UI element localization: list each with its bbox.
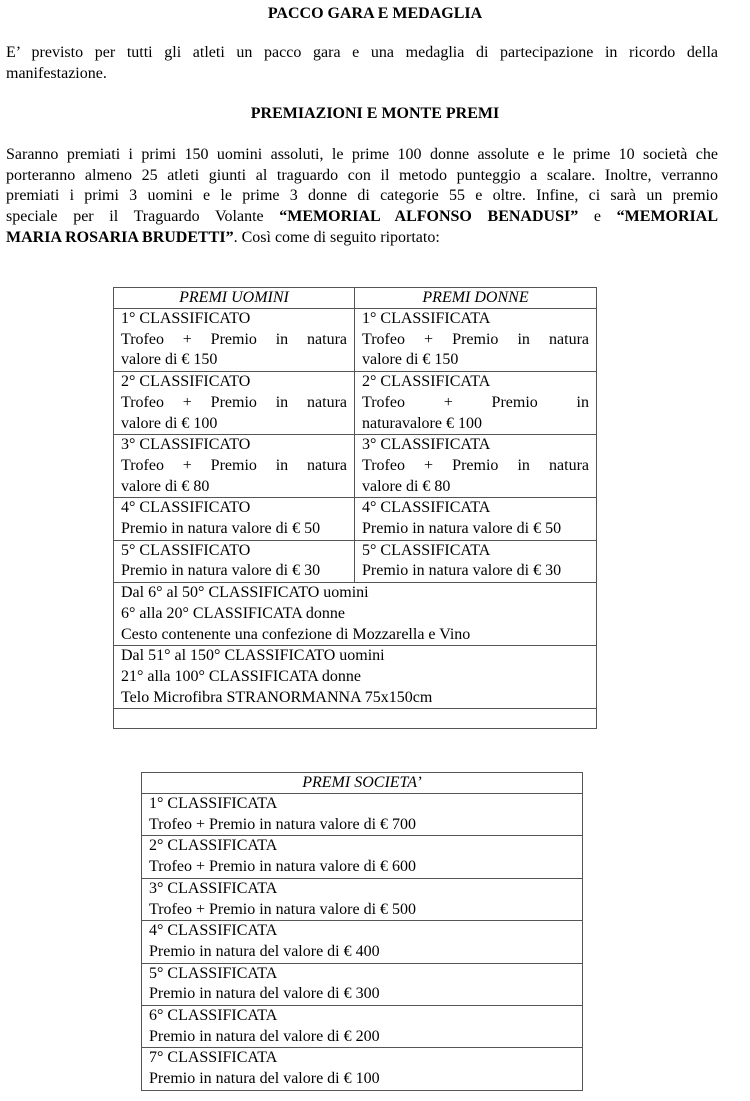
text-segment: speciale per il Traguardo Volante	[6, 208, 280, 226]
cell-line: 4° CLASSIFICATA	[362, 499, 491, 517]
women-prize-cell	[355, 372, 597, 435]
team-prizes-table	[141, 772, 583, 1091]
team-prize-cell	[142, 878, 583, 920]
cell-line: 1° CLASSIFICATA	[362, 310, 491, 327]
team-prize-cell	[142, 921, 583, 963]
team-prize-cell	[142, 1006, 583, 1048]
group-prize-cell	[114, 583, 597, 646]
cell-line: Premio in natura valore di € 30	[121, 562, 321, 580]
cell-line: valore di € 80	[362, 477, 451, 495]
cell-line: 3° CLASSIFICATA	[362, 436, 491, 454]
table-row	[142, 836, 583, 878]
cell-line: Telo Microfibra STRANORMANNA 75x150cm	[121, 688, 433, 706]
cell-line: valore di € 150	[121, 351, 218, 369]
cell-line: 5° CLASSIFICATA	[149, 964, 278, 982]
cell-line: 7° CLASSIFICATA	[149, 1049, 278, 1067]
cell-line: Premio in natura valore di € 30	[362, 562, 562, 580]
cell-line: Premio in natura valore di € 50	[121, 520, 321, 538]
cell-line: 3° CLASSIFICATO	[121, 436, 251, 454]
cell-line: 4° CLASSIFICATO	[121, 499, 251, 517]
cell-line: Premio in natura del valore di € 200	[149, 1027, 380, 1045]
team-prize-cell	[142, 794, 583, 836]
cell-line: Dal 51° al 150° CLASSIFICATO uomini	[121, 647, 385, 665]
team-prize-cell	[142, 836, 583, 878]
paragraph-line: porteranno almeno 25 atleti giunti al traguardo con il metodo punteggio a scalare. Inoltre, verranno	[6, 166, 718, 184]
cell-line: Trofeo + Premio in natura	[362, 456, 589, 474]
paragraph-line: E’ previsto per tutti gli atleti un pacco gara e una medaglia di partecipazione in ricordo della	[6, 44, 718, 61]
cell-line: 3° CLASSIFICATA	[149, 879, 278, 897]
text-segment: . Così come di seguito riportato:	[233, 228, 440, 246]
cell-line: Premio in natura del valore di € 400	[149, 942, 380, 960]
individual-prizes-table	[113, 287, 597, 729]
cell-line: valore di € 80	[121, 477, 210, 495]
paragraph-line	[6, 207, 718, 228]
cell-line: Trofeo + Premio in natura	[121, 456, 347, 474]
cell-line: Trofeo + Premio in natura	[121, 393, 347, 411]
women-prize-cell	[355, 435, 597, 498]
table-row	[142, 963, 583, 1005]
cell-line: Trofeo + Premio in natura valore di € 700	[149, 815, 417, 833]
cell-line: Trofeo + Premio in natura	[362, 330, 589, 348]
heading-pacco-gara: PACCO GARA E MEDAGLIA	[267, 5, 483, 22]
cell-line: Trofeo + Premio in natura valore di € 500	[149, 900, 417, 918]
cell-line: 2° CLASSIFICATA	[149, 837, 278, 855]
table-row	[114, 498, 597, 540]
cell-line: 2° CLASSIFICATO	[121, 373, 251, 391]
cell-line: Dal 6° al 50° CLASSIFICATO uomini	[121, 584, 369, 602]
table-row	[114, 646, 597, 709]
group-prize-cell	[114, 646, 597, 709]
paragraph-premiazioni	[6, 145, 718, 249]
empty-cell	[114, 709, 597, 729]
cell-line: naturavalore € 100	[362, 414, 482, 432]
table-row	[142, 794, 583, 836]
text-segment: e	[578, 208, 617, 226]
heading-premiazioni: PREMIAZIONI E MONTE PREMI	[250, 105, 500, 122]
paragraph-line: Saranno premiati i primi 150 uomini assoluti, le prime 100 donne assolute e le prime 10 società che	[6, 146, 718, 163]
men-prize-cell	[114, 435, 355, 498]
cell-line: 6° CLASSIFICATA	[149, 1007, 278, 1025]
cell-line: 1° CLASSIFICATO	[121, 310, 251, 327]
cell-line: valore di € 150	[362, 351, 459, 369]
cell-line: Trofeo + Premio in natura valore di € 600	[149, 858, 417, 876]
table-row	[114, 583, 597, 646]
table-header-row	[142, 773, 583, 794]
cell-line: 5° CLASSIFICATA	[362, 541, 491, 559]
table-row	[114, 309, 597, 372]
cell-line: Trofeo + Premio in natura	[121, 330, 347, 348]
memorial-name: MARIA ROSARIA BRUDETTI”	[6, 228, 234, 246]
cell-line: 6° alla 20° CLASSIFICATA donne	[121, 604, 345, 622]
paragraph-line	[6, 228, 718, 249]
women-prize-cell	[355, 498, 597, 540]
team-prize-cell	[142, 1048, 583, 1090]
header-premi-uomini: PREMI UOMINI	[114, 288, 355, 309]
paragraph-line: premiati i primi 3 uomini e le prime 3 donne di categorie 55 e oltre. Infine, ci sarà un premio	[6, 187, 718, 205]
men-prize-cell	[114, 372, 355, 435]
team-prize-cell	[142, 963, 583, 1005]
table-row	[142, 1048, 583, 1090]
header-premi-societa: PREMI SOCIETA’	[142, 773, 583, 794]
men-prize-cell	[114, 498, 355, 540]
cell-line: Premio in natura del valore di € 300	[149, 985, 380, 1003]
women-prize-cell	[355, 309, 597, 372]
header-premi-donne: PREMI DONNE	[355, 288, 597, 309]
cell-line: 4° CLASSIFICATA	[149, 922, 278, 940]
memorial-name: “MEMORIAL ALFONSO BENADUSI”	[279, 208, 579, 226]
table-header-row	[114, 288, 597, 309]
cell-line: Premio in natura del valore di € 100	[149, 1070, 380, 1088]
table-row	[114, 435, 597, 498]
paragraph-line: manifestazione.	[6, 64, 107, 82]
cell-line: valore di € 100	[121, 414, 218, 432]
table-row-empty	[114, 709, 597, 729]
table-row	[114, 372, 597, 435]
cell-line: 5° CLASSIFICATO	[121, 541, 251, 559]
paragraph-pacco-gara	[6, 43, 718, 84]
cell-line: 21° alla 100° CLASSIFICATA donne	[121, 667, 361, 685]
men-prize-cell	[114, 309, 355, 372]
women-prize-cell	[355, 540, 597, 582]
table-row	[142, 1006, 583, 1048]
memorial-name: “MEMORIAL	[616, 208, 718, 226]
table-row	[114, 540, 597, 582]
cell-line: Premio in natura valore di € 50	[362, 520, 562, 538]
table-row	[142, 921, 583, 963]
cell-line: 1° CLASSIFICATA	[149, 795, 278, 812]
table-row	[142, 878, 583, 920]
cell-line: Cesto contenente una confezione di Mozzarella e Vino	[121, 625, 471, 643]
cell-line: 2° CLASSIFICATA	[362, 373, 491, 391]
cell-line: Trofeo + Premio in	[362, 393, 589, 411]
men-prize-cell	[114, 540, 355, 582]
